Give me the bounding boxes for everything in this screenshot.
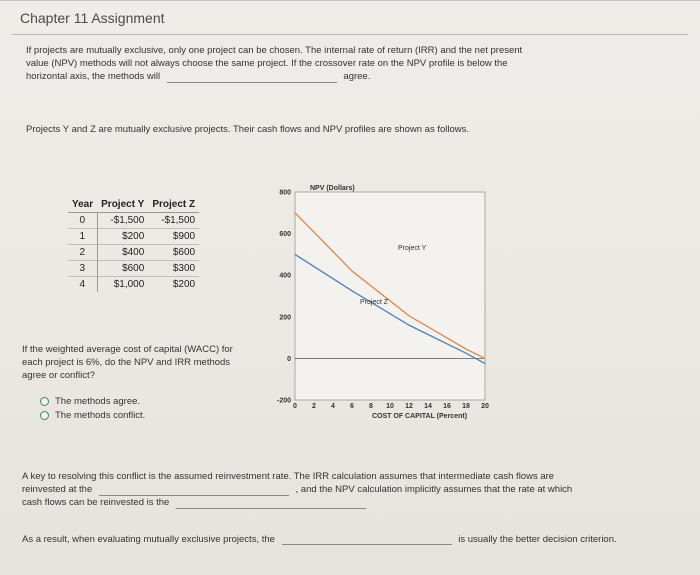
intro-text-part2: agree. [343,71,371,82]
x-tick-label: 6 [350,403,354,410]
y-tick-label: 800 [279,189,291,197]
reinvestment-paragraph [22,470,582,509]
x-axis-label: COST OF CAPITAL (Percent) [372,413,468,420]
project-z-cell: $900 [148,229,199,245]
x-tick-label: 0 [293,403,297,410]
x-tick-label: 8 [369,403,373,410]
series-label-project-z: Project Z [360,299,389,306]
series-label-project-y: Project Y [398,245,427,252]
project-y-cell: $1,000 [97,277,148,293]
irr-reinvestment-dropdown[interactable] [99,485,289,496]
column-header: Project Y [97,197,148,213]
x-tick-label: 2 [312,403,316,410]
wacc-question: If the weighted average cost of capital (WACC) for each project is 6%, do the NPV and IRR methods agree or conflict? [22,344,233,381]
year-cell: 4 [68,277,97,293]
x-tick-label: 14 [424,403,432,410]
project-y-cell: -$1,500 [97,213,148,229]
x-tick-labels [293,403,489,410]
x-tick-label: 10 [386,403,394,410]
intro-paragraph [26,44,546,83]
option-conflict-label: The methods conflict. [55,410,146,421]
table-row [68,213,199,229]
intro-text-part1: If projects are mutually exclusive, only one project can be chosen. The internal rate of return (IRR) and the net present value (NPV) methods will not always choose the same project. If the crossover rate on the NPV profile is below the horizontal axis, the methods will [26,45,523,82]
npv-reinvestment-dropdown[interactable] [176,498,366,509]
table-row [68,245,199,261]
y-tick-labels [277,190,291,405]
y-tick-label: 400 [279,272,291,280]
x-tick-label: 4 [331,403,335,410]
y-tick-label: 600 [279,231,291,239]
project-z-cell: $600 [148,245,199,261]
page-title: Chapter 11 Assignment [20,10,165,26]
project-y-cell: $600 [97,261,148,277]
result-paragraph [22,534,662,545]
result-text-part2: is usually the better decision criterion. [458,534,617,545]
project-z-cell: $300 [148,261,199,277]
table-row [68,277,199,293]
table-header-row [68,197,199,213]
project-z-cell: -$1,500 [148,213,199,229]
key-text-part1: A key to resolving this conflict is the assumed reinvestment rate. The IRR calculation assumes that intermediate cash flows are reinvested at the [22,471,555,495]
x-tick-label: 16 [443,403,451,410]
chart-title: NPV (Dollars) [310,185,355,192]
result-text-part1: As a result, when evaluating mutually exclusive projects, the [22,534,275,545]
npv-profile-chart [250,180,510,425]
decision-criterion-dropdown[interactable] [282,534,452,545]
plot-area [295,192,485,400]
option-agree-label: The methods agree. [55,396,141,407]
key-text-part2: , and the NPV calculation implicitly assumes that the rate at which cash flows can be reinvested is the [22,484,573,508]
projects-description: Projects Y and Z are mutually exclusive projects. Their cash flows and NPV profiles are shown as follows. [26,124,470,135]
top-border [0,0,700,1]
column-header: Year [68,197,97,213]
radio-agree[interactable] [40,397,49,406]
option-conflict[interactable] [40,410,145,421]
x-tick-label: 12 [405,403,413,410]
year-cell: 2 [68,245,97,261]
project-z-cell: $200 [148,277,199,293]
x-tick-label: 20 [481,403,489,410]
year-cell: 3 [68,261,97,277]
crossover-answer-dropdown[interactable] [167,72,337,83]
y-tick-label: 200 [279,314,291,322]
table-row [68,229,199,245]
option-agree[interactable] [40,396,140,407]
y-tick-label: 0 [287,355,291,363]
year-cell: 1 [68,229,97,245]
project-y-cell: $400 [97,245,148,261]
project-y-cell: $200 [97,229,148,245]
title-divider [12,34,688,35]
table-row [68,261,199,277]
y-tick-label: -200 [276,397,291,405]
cash-flow-table [68,197,199,292]
x-tick-label: 18 [462,403,470,410]
radio-conflict[interactable] [40,411,49,420]
column-header: Project Z [148,197,199,213]
year-cell: 0 [68,213,97,229]
